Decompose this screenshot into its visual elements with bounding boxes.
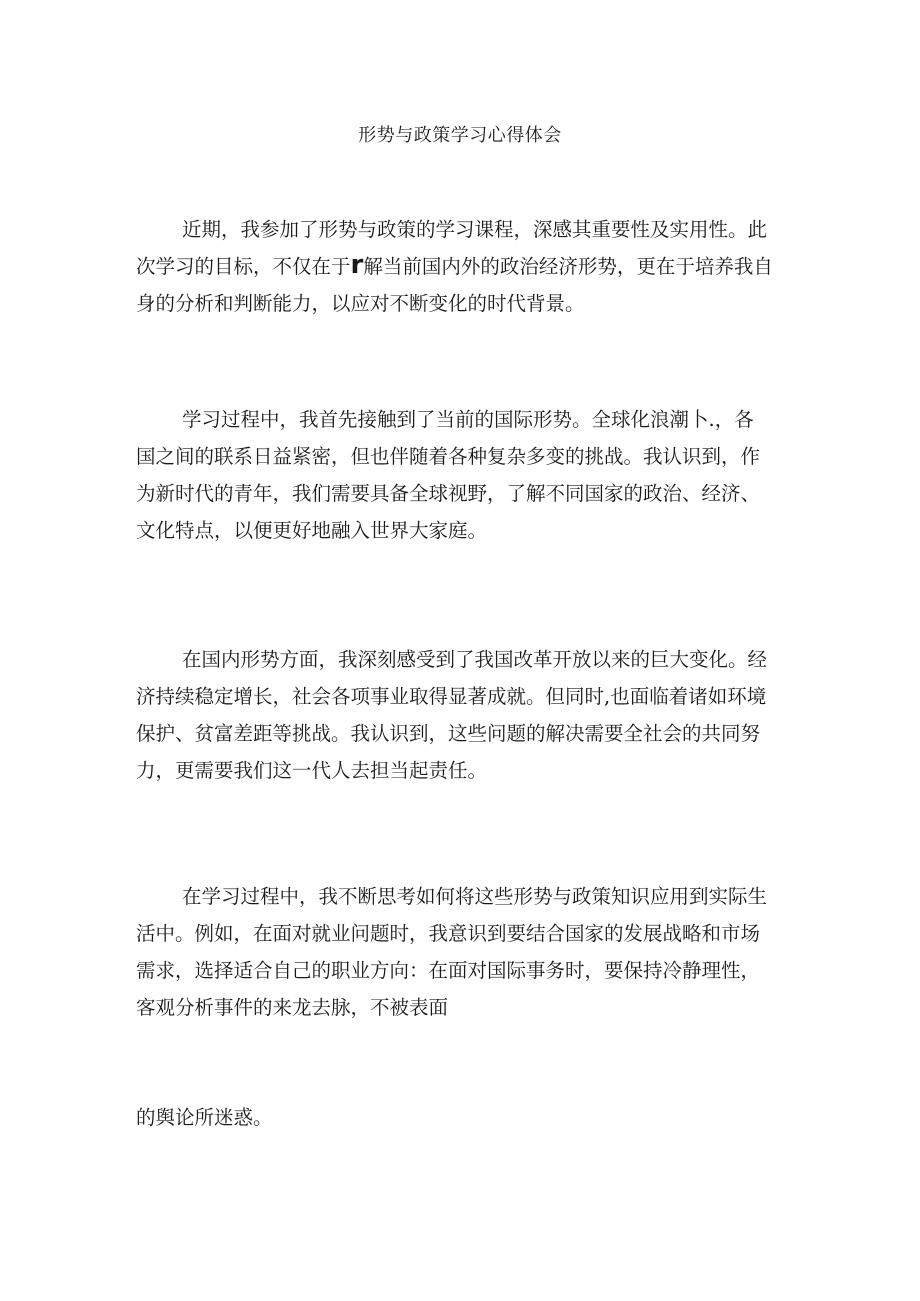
document-title: 形势与政策学习心得体会 [358, 125, 562, 146]
paragraph-line: 的舆论所迷惑。 [136, 1106, 273, 1129]
ocr-artifact-glyph: r [350, 250, 364, 280]
paragraph-line: 保护、贫富差距等挑战。我认识到，这些问题的解决需要全社会的共同努 [136, 722, 761, 745]
paragraph-1 [136, 211, 786, 322]
paragraph-4 [136, 878, 786, 1026]
paragraph-line: 活中。例如，在面对就业问题时，我意识到要结合国家的发展战略和市场 [136, 922, 761, 945]
paragraph-line: 客观分析事件的来龙去脉，不被表面 [136, 996, 449, 1019]
paragraph-line: 需求，选择适合自己的职业方向：在面对国际事务时，要保持冷静理性， [136, 959, 761, 982]
paragraph-line: 文化特点，以便更好地融入世界大家庭。 [136, 519, 488, 542]
paragraph-line [136, 248, 786, 285]
line-segment: 解当前国内外的政治经济形势，更在于培养我自 [363, 255, 773, 278]
paragraph-line: 身的分析和判断能力，以应对不断变化的时代背景。 [136, 292, 585, 315]
paragraph-5 [136, 1099, 786, 1136]
paragraph-line: 济持续稳定增长，社会各项事业取得显著成就。但同时,也面临着诸如环境 [136, 685, 767, 708]
line-segment: 次学习的目标，不仅在于 [136, 255, 351, 278]
paragraph-line: 为新时代的青年，我们需要具备全球视野，了解不同国家的政治、经济、 [136, 482, 761, 505]
paragraph-line: 力，更需要我们这一代人去担当起责任。 [136, 759, 488, 782]
paragraph-line: 近期，我参加了形势与政策的学习课程，深感其重要性及实用性。此 [182, 218, 768, 241]
paragraph-line: 学习过程中，我首先接触到了当前的国际形势。全球化浪潮卜.，各 [182, 408, 754, 431]
paragraph-line: 在学习过程中，我不断思考如何将这些形势与政策知识应用到实际生 [182, 885, 768, 908]
paragraph-2 [136, 401, 786, 549]
paragraph-line: 国之间的联系日益紧密，但也伴随着各种复杂多变的挑战。我认识到，作 [136, 445, 761, 468]
paragraph-3 [136, 641, 786, 789]
paragraph-line: 在国内形势方面，我深刻感受到了我国改革开放以来的巨大变化。经 [182, 648, 768, 671]
